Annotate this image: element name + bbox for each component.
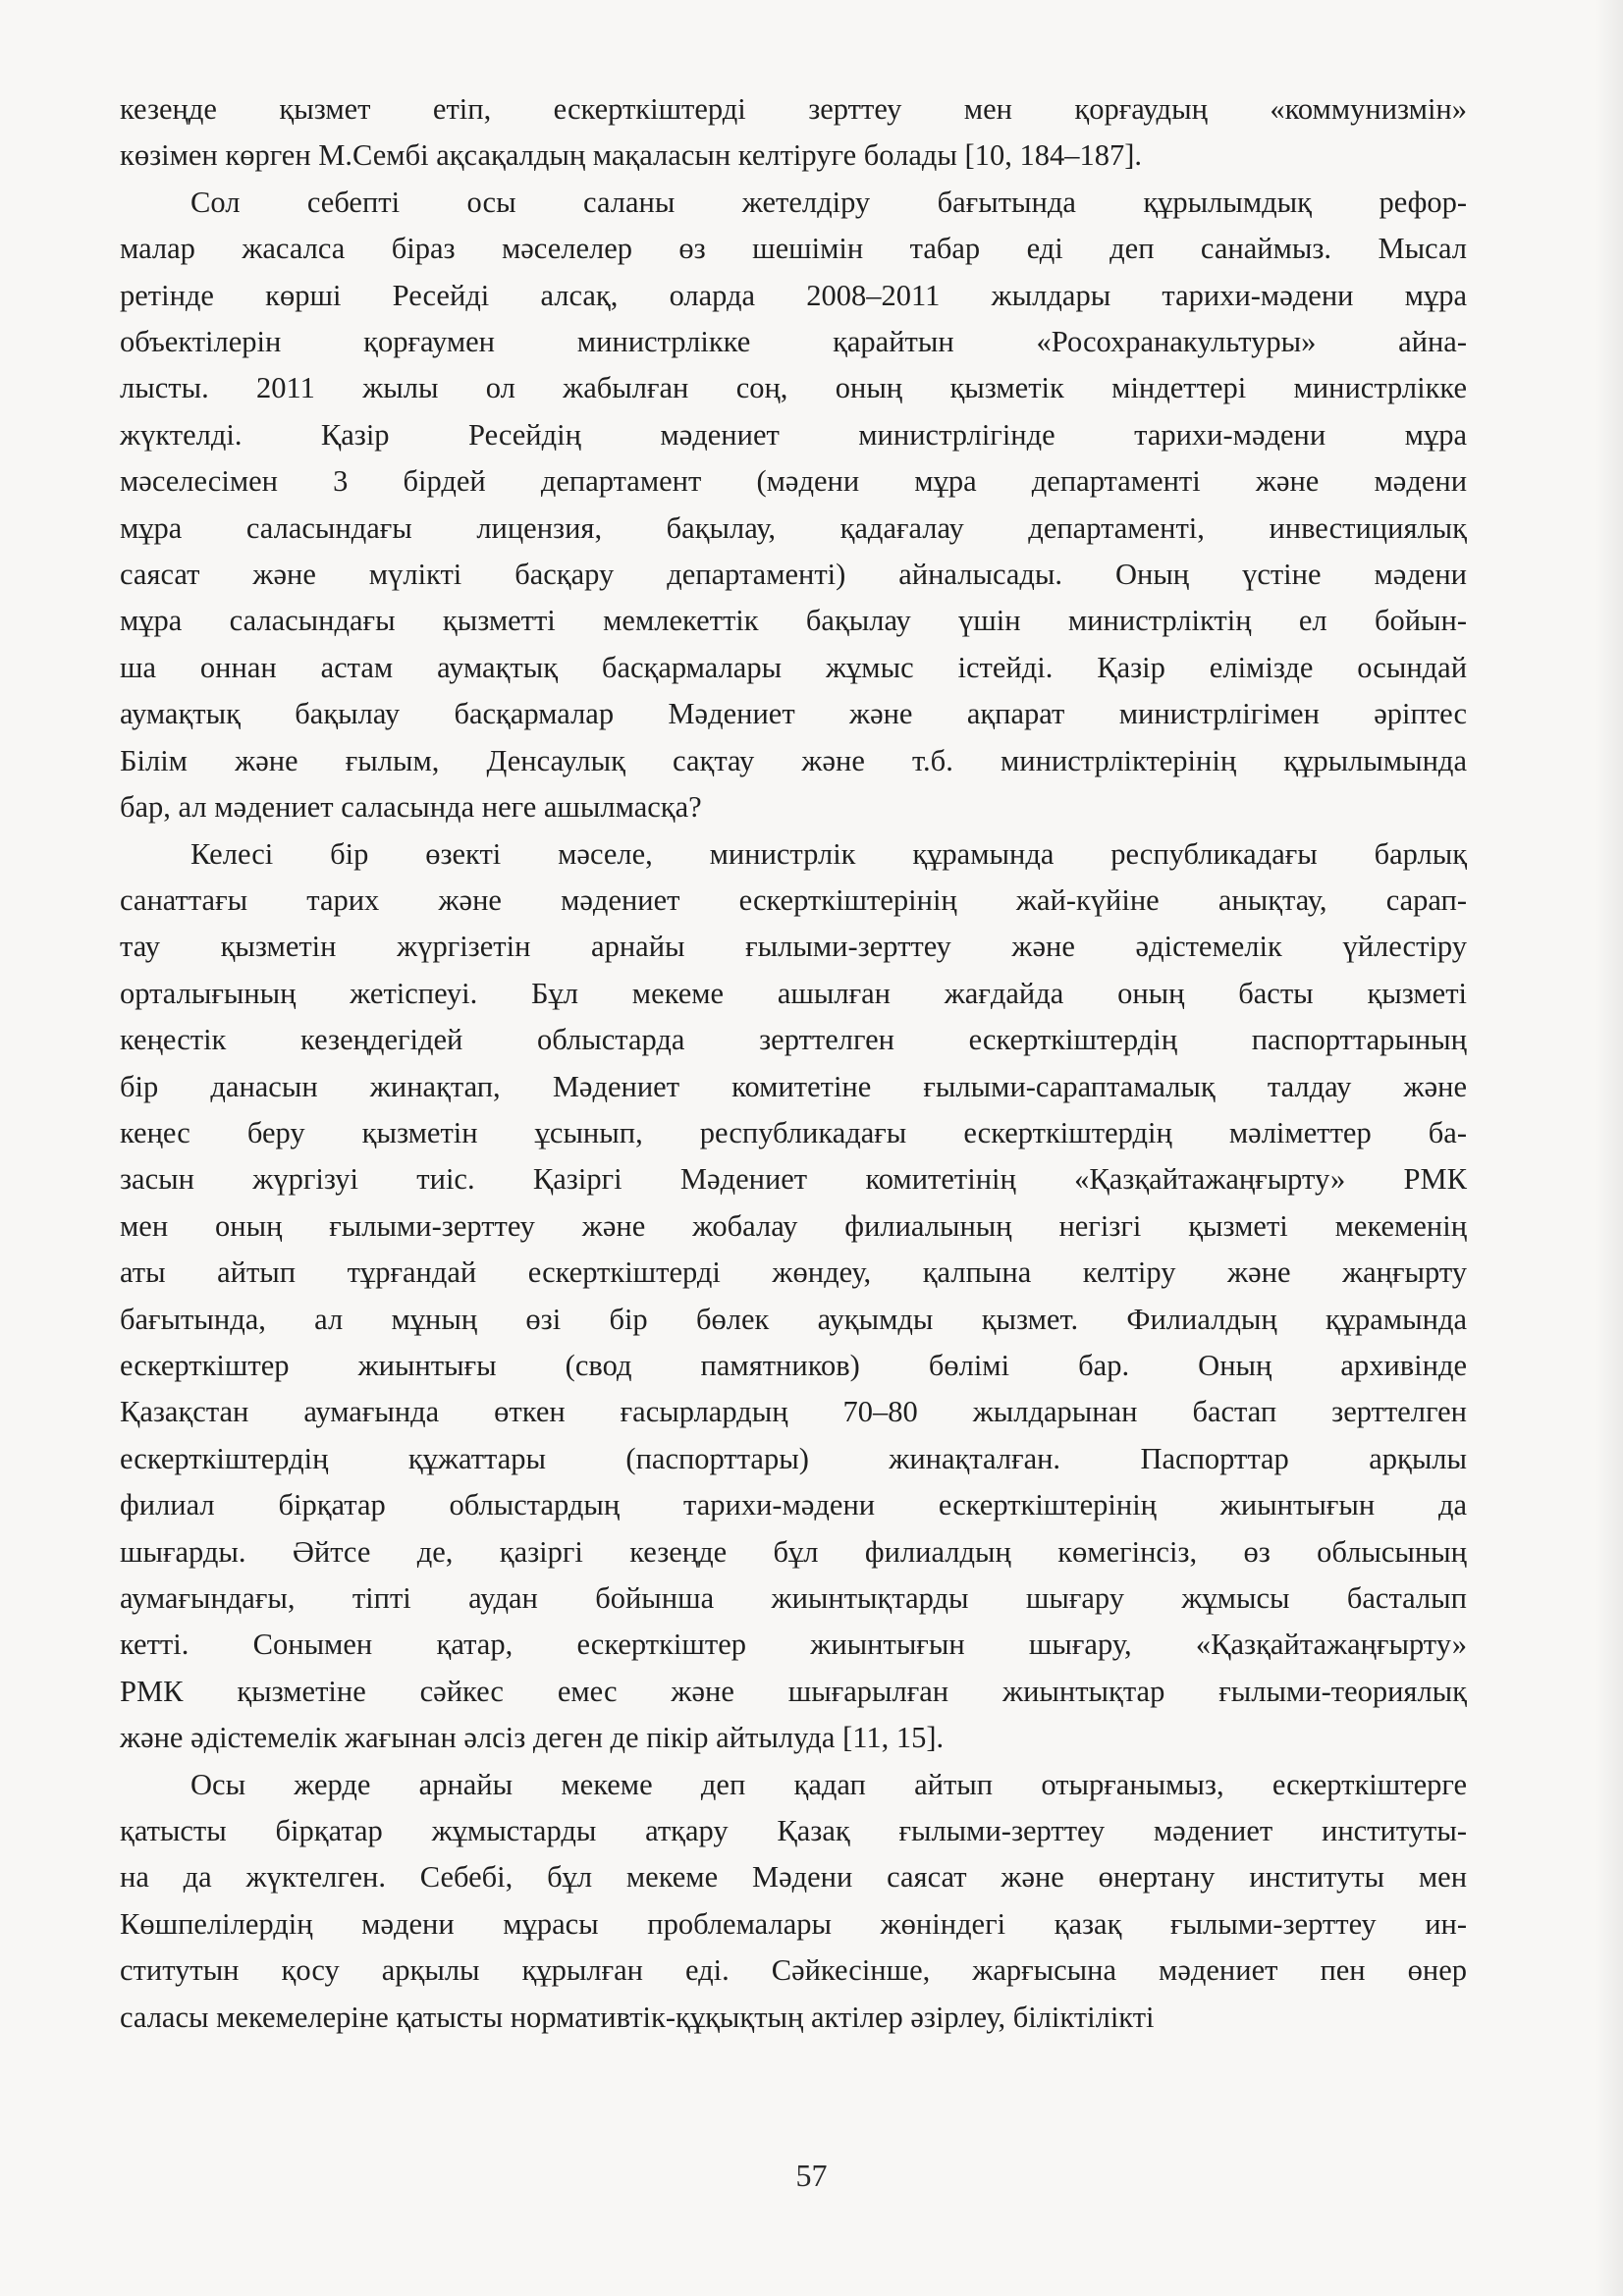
text-line: аты айтып тұрғандай ескерткіштерді жөндеу, қалпына келтіру және жаңғырту [120,1255,1468,1290]
page-edge-shadow [1596,0,1623,2296]
text-line: кетті. Сонымен қатар, ескерткіштер жиынтығын шығару, «Қазқайтажаңғырту» [120,1628,1467,1662]
body-text [120,86,1467,2041]
text-line: шығарды. Әйтсе де, қазіргі кезеңде бұл филиалдың көмегінсіз, өз облысының [120,1534,1467,1569]
text-line: жүктелді. Қазір Ресейдің мәдениет министрлігінде тарихи-мәдени мұра [120,417,1467,452]
paragraph [120,180,1467,831]
text-line: бар, ал мәдениет саласында неге ашылмасқа? [120,790,702,825]
text-line: Қазақстан аумағында өткен ғасырлардың 70–80 жылдарынан бастап зерттелген [120,1395,1467,1429]
text-line: ескерткіштер жиынтығы (свод памятников) бөлімі бар. Оның архивінде [120,1348,1468,1382]
text-line: мәселесімен 3 бірдей департамент (мәдени мұра департаменті және мәдени [120,464,1468,499]
text-line: объектілерін қорғаумен министрлікке қарайтын «Росохранакультуры» айна- [120,325,1468,359]
text-line: засын жүргізуі тиіс. Қазіргі Мәдениет комитетінің «Қазқайтажаңғырту» РМК [120,1162,1467,1197]
text-line: лысты. 2011 жылы ол жабылған соң, оның қызметік міндеттері министрлікке [120,371,1467,405]
text-line: аумақтық бақылау басқармалар Мәдениет және ақпарат министрлігімен әріптес [120,697,1467,731]
text-line: және әдістемелік жағынан әлсіз деген де пікір айтылуда [11, 15]. [120,1721,945,1755]
paragraph [120,1762,1467,2041]
text-line: кеңес беру қызметін ұсынып, республикадағы ескерткіштердің мәліметтер ба- [120,1115,1467,1149]
text-line: ретінде көрші Ресейді алсақ, оларда 2008–2011 жылдары тарихи-мәдени мұра [120,278,1467,312]
text-line: мұра саласындағы қызметті мемлекеттік бақылау үшін министрліктің ел бойын- [120,604,1468,638]
text-line: мұра саласындағы лицензия, бақылау, қадағалау департаменті, инвестициялық [120,510,1467,545]
text-line: Осы жерде арнайы мекеме деп қадап айтып отырғанымыз, ескерткіштерге [190,1767,1467,1801]
text-line: аумағындағы, тіпті аудан бойынша жиынтықтарды шығару жұмысы басталып [120,1581,1467,1615]
text-line: РМК қызметіне сәйкес емес және шығарылған жиынтықтар ғылыми-теориялық [120,1674,1467,1708]
page-number: 57 [795,2158,828,2193]
text-line: на да жүктелген. Себебі, бұл мекеме Мәдени саясат және өнертану институты мен [120,1860,1468,1895]
text-line: ститутын қосу арқылы құрылған еді. Сәйкесінше, жарғысына мәдениет пен өнер [120,1953,1467,1988]
text-line: малар жасалса біраз мәселелер өз шешімін табар еді деп санаймыз. Мысал [120,232,1467,266]
text-line: бағытында, ал мұның өзі бір бөлек ауқымды қызмет. Филиалдың құрамында [120,1302,1467,1336]
text-line: санаттағы тарих және мәдениет ескерткіштерінің жай-күйіне анықтау, сарап- [120,882,1468,917]
text-line: филиал бірқатар облыстардың тарихи-мәдени ескерткіштерінің жиынтығын да [120,1488,1467,1522]
text-line: кеңестік кезеңдегідей облыстарда зерттелген ескерткіштердің паспорттарының [120,1023,1467,1057]
text-line: Сол себепті осы саланы жетелдіру бағытында құрылымдық рефор- [190,185,1468,219]
text-line: кезеңде қызмет етіп, ескерткіштерді зерттеу мен қорғаудың «коммунизмін» [120,92,1467,126]
text-line: көзімен көрген М.Сембі ақсақалдың мақаласын келтіруге болады [10, 184–187]. [120,138,1142,173]
paragraph [120,86,1467,180]
paragraph [120,831,1467,1762]
text-line: саясат және мүлікті басқару департаменті) айналысады. Оның үстіне мәдени [120,558,1467,592]
text-line: Келесі бір өзекті мәселе, министрлік құрамында республикадағы барлық [190,836,1468,871]
text-line: мен оның ғылыми-зерттеу және жобалау филиалының негізгі қызметі мекеменің [120,1208,1468,1243]
text-line: бір данасын жинақтап, Мәдениет комитетіне ғылыми-сараптамалық талдау және [120,1069,1467,1103]
text-line: саласы мекемелеріне қатысты нормативтік-құқықтың актілер әзірлеу, біліктілікті [120,2000,1155,2034]
text-line: қатысты бірқатар жұмыстарды атқару Қазақ ғылыми-зерттеу мәдениет институты- [120,1814,1467,1848]
text-line: ша оннан астам аумақтық басқармалары жұмыс істейді. Қазір елімізде осындай [120,650,1468,684]
text-line: ескерткіштердің құжаттары (паспорттары) жинақталған. Паспорттар арқылы [120,1441,1468,1475]
text-line: Білім және ғылым, Денсаулық сақтау және т.б. министрліктерінің құрылымында [120,743,1467,777]
text-line: тау қызметін жүргізетін арнайы ғылыми-зерттеу және әдістемелік үйлестіру [120,930,1467,964]
text-line: Көшпелілердің мәдени мұрасы проблемалары жөніндегі қазақ ғылыми-зерттеу ин- [120,1906,1468,1941]
text-line: орталығының жетіспеуі. Бұл мекеме ашылған жағдайда оның басты қызметі [120,976,1468,1010]
